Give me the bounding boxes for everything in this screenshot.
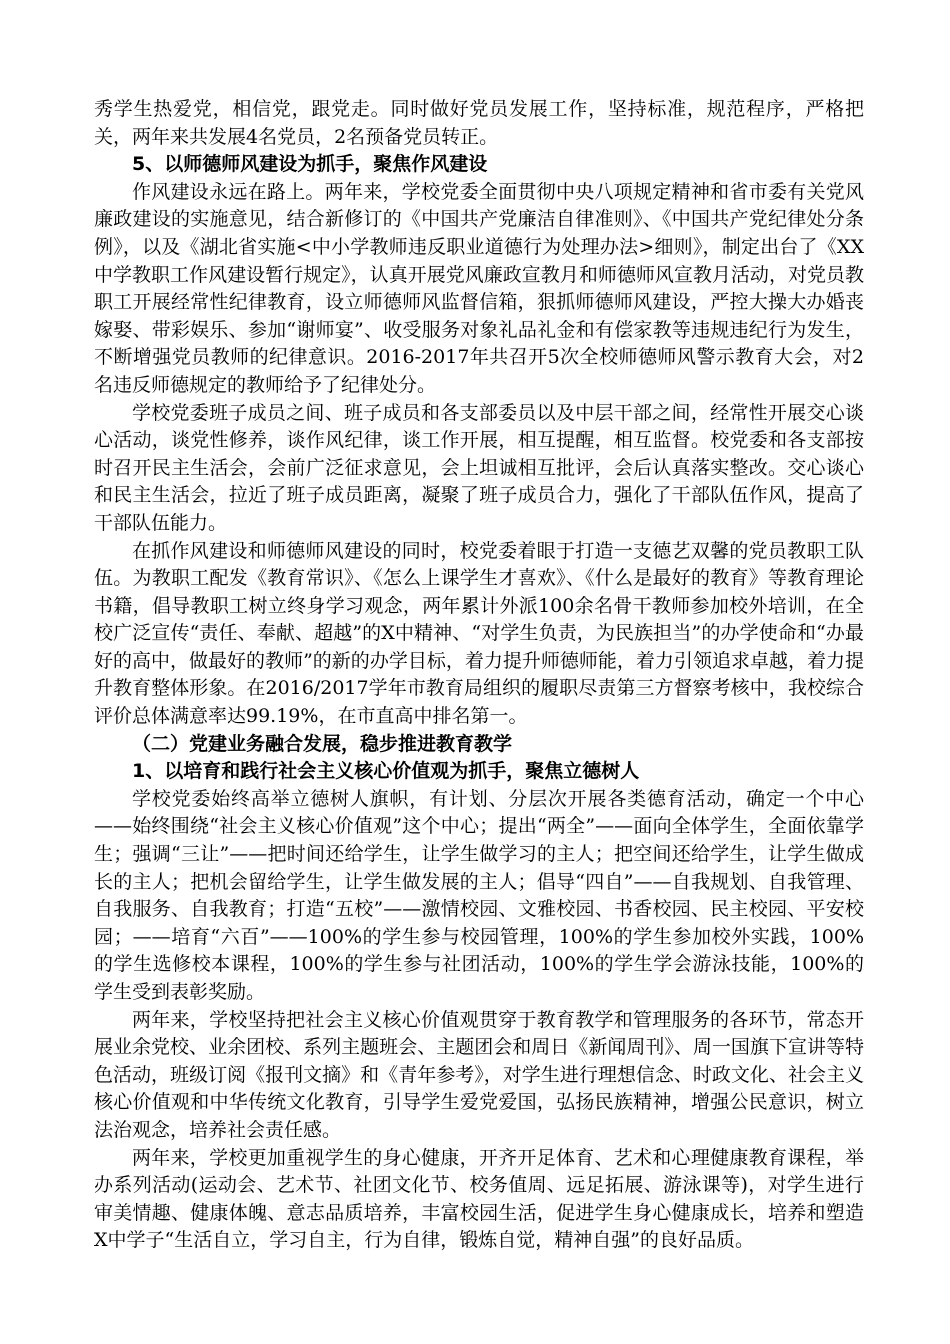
paragraph-work-style: 作风建设永远在路上。两年来，学校党委全面贯彻中央八项规定精神和省市委有关党风廉政建设的实施意见，结合新修订的《中国共产党廉洁自律准则》、《中国共产党纪律处分条例》，以及《湖北省实施<中小学教师违反职业道德行为处理办法>细则》，制定出台了《XX中学教职工作风建设暂行规定》，认真开展党风廉政宣教月和师德师风宣教月活动，对党员教职工开展经常性纪律教育，设立师德师风监督信箱，狠抓师德师风建设，严控大操大办婚丧嫁娶、带彩娱乐、参加“谢师宴”、收受服务对象礼品礼金和有偿家教等违规违纪行为发生，不断增强党员教师的纪律意识。2016-2017年共召开5次全校师德师风警示教育大会，对2名违反师德规定的教师给予了纪律处分。 [94, 180, 864, 396]
paragraph-teacher-team: 在抓作风建设和师德师风建设的同时，校党委着眼于打造一支德艺双馨的党员教职工队伍。为教职工配发《教育常识》、《怎么上课学生才喜欢》、《什么是最好的教育》等教育理论书籍，倡导教职工树立终身学习观念，两年累计外派100余名骨干教师参加校外培训，在全校广泛宣传“责任、奉献、超越”的X中精神、“对学生负责，为民族担当”的办学使命和“办最好的高中，做最好的教师”的新的办学目标，着力提升师德师能，着力引领追求卓越，着力提升教育整体形象。在2016/2017学年市教育局组织的履职尽责第三方督察考核中，我校综合评价总体满意率达99.19%，在市直高中排名第一。 [94, 539, 864, 728]
paragraph-heart-talk: 学校党委班子成员之间、班子成员和各支部委员以及中层干部之间，经常性开展交心谈心活动，谈党性修养，谈作风纪律，谈工作开展，相互提醒，相互监督。校党委和各支部按时召开民主生活会，会前广泛征求意见，会上坦诚相互批评，会后认真落实整改。交心谈心和民主生活会，拉近了班子成员距离，凝聚了班子成员合力，强化了干部队伍作风，提高了干部队伍能力。 [94, 401, 864, 534]
paragraph-health: 两年来，学校更加重视学生的身心健康，开齐开足体育、艺术和心理健康教育课程，举办系列活动(运动会、艺术节、社团文化节、校务值周、远足拓展、游泳课等)，对学生进行审美情趣、健康体魄、意志品质培养，丰富校园生活，促进学生身心健康成长，培养和塑造X中学子“生活自立，学习自主，行为自律，锻炼自觉，精神自强”的良好品质。 [94, 1146, 864, 1252]
paragraph-continuation: 秀学生热爱党，相信党，跟党走。同时做好党员发展工作，坚持标准，规范程序，严格把关，两年来共发展4名党员，2名预备党员转正。 [94, 98, 864, 148]
document-page [94, 96, 864, 1255]
paragraph-core-values: 两年来，学校坚持把社会主义核心价值观贯穿于教育教学和管理服务的各环节，常态开展业余党校、业余团校、系列主题班会、主题团会和周日《新闻周刊》、周一国旗下宣讲等特色活动，班级订阅《报刊文摘》和《青年参考》，对学生进行理想信念、时政文化、社会主义核心价值观和中华传统文化教育，引导学生爱党爱国，弘扬民族精神，增强公民意识，树立法治观念，培养社会责任感。 [94, 1008, 864, 1141]
paragraph-moral-education: 学校党委始终高举立德树人旗帜，有计划、分层次开展各类德育活动，确定一个中心——始终围绕“社会主义核心价值观”这个中心；提出“两全”——面向全体学生，全面依靠学生；强调“三让”——把时间还给学生，让学生做学习的主人；把空间还给学生，让学生做成长的主人；把机会留给学生，让学生做发展的主人；倡导“四自”——自我规划、自我管理、自我服务、自我教育；打造“五校”——激情校园、文雅校园、书香校园、民主校园、平安校园；——培育“六百”——100%的学生参与校园管理，100%的学生参加校外实践，100%的学生选修校本课程，100%的学生参与社团活动，100%的学生学会游泳技能，100%的学生受到表彰奖励。 [94, 787, 864, 1003]
section-heading-part-2: （二）党建业务融合发展，稳步推进教育教学 [132, 732, 513, 755]
section-heading-1: 1、以培育和践行社会主义核心价值观为抓手，聚焦立德树人 [132, 760, 640, 783]
section-heading-5: 5、以师德师风建设为抓手，聚焦作风建设 [132, 153, 488, 176]
